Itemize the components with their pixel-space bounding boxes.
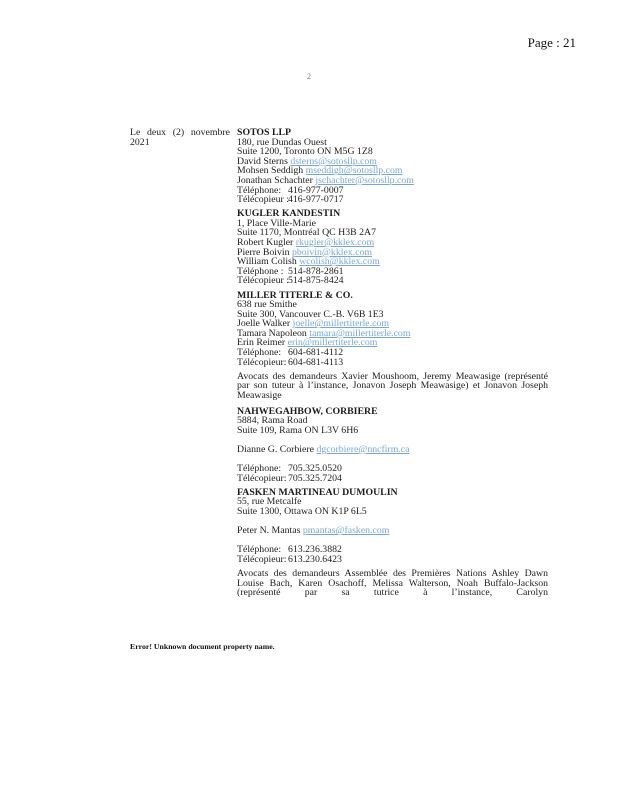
fax-number: 514-875-8424 bbox=[288, 275, 344, 287]
fax-row bbox=[237, 358, 548, 368]
phone-label: Téléphone: bbox=[237, 544, 282, 556]
firm-block bbox=[237, 291, 548, 368]
fax-row bbox=[237, 195, 548, 205]
contact-name: Jonathan Schachter bbox=[237, 174, 316, 186]
contact-line bbox=[237, 338, 548, 348]
contact-name: William Colish bbox=[237, 256, 300, 268]
contact-email-link[interactable]: pboivin@kklex.com bbox=[291, 246, 373, 258]
address-line: Suite 1200, Toronto ON M5G 1Z8 bbox=[237, 146, 373, 158]
fax-row bbox=[237, 474, 548, 484]
date-line-1: Le deux (2) novembre bbox=[130, 127, 230, 138]
address-line: Suite 109, Rama ON L3V 6H6 bbox=[237, 424, 359, 436]
contact-email-link[interactable]: dsterns@sotosllp.com bbox=[290, 155, 377, 167]
blank-line bbox=[237, 455, 548, 465]
contact-name: Dianne G. Corbiere bbox=[237, 443, 317, 455]
phone-number: 705.325.0520 bbox=[288, 463, 342, 475]
firm-block bbox=[237, 209, 548, 286]
phone-label: Téléphone: bbox=[237, 463, 282, 475]
contact-line bbox=[237, 257, 548, 267]
contact-name: Mohsen Seddigh bbox=[237, 165, 306, 177]
contact-line bbox=[237, 176, 548, 186]
address-line: 5884, Rama Road bbox=[237, 415, 308, 427]
phone-label: Téléphone: bbox=[237, 184, 282, 196]
contact-email-link[interactable]: jschachter@sotosllp.com bbox=[315, 174, 414, 186]
address-line: 638 rue Smithe bbox=[237, 299, 297, 311]
contact-email-link[interactable]: wcolish@kklex.com bbox=[299, 256, 380, 268]
fax-number: 613.230.6423 bbox=[288, 553, 342, 565]
firm-name: NAHWEGAHBOW, CORBIERE bbox=[237, 405, 378, 417]
firm-block bbox=[237, 407, 548, 484]
phone-number: 514-878-2861 bbox=[288, 265, 344, 277]
address-line: Suite 300, Vancouver C.-B. V6B 1E3 bbox=[237, 308, 384, 320]
contact-name: Robert Kugler bbox=[237, 237, 296, 249]
address-line: Suite 1170, Montréal QC H3B 2A7 bbox=[237, 227, 376, 239]
phone-label: Téléphone: bbox=[237, 347, 282, 359]
phone-number: 604-681-4112 bbox=[288, 347, 344, 359]
contact-line bbox=[237, 445, 548, 455]
contact-name: Tamara Napoleon bbox=[237, 327, 310, 339]
footer-error-text: Error! Unknown document property name. bbox=[130, 642, 275, 651]
fax-label: Télécopieur: bbox=[237, 472, 287, 484]
counsel-paragraph: Avocats des demandeurs Assemblée des Premières Nations Ashley Dawn Louise Bach, Karen Osachoff, Melissa Walterson, Noah Buffalo-Jackson (représenté par sa tutrice à l’instance, Carolyn bbox=[237, 568, 548, 599]
address-line: 55, rue Metcalfe bbox=[237, 496, 302, 508]
address-line: 1, Place Ville-Marie bbox=[237, 217, 316, 229]
contact-line bbox=[237, 526, 548, 536]
fax-number: 604-681-4113 bbox=[288, 356, 344, 368]
phone-number: 416-977-0007 bbox=[288, 184, 344, 196]
contact-email-link[interactable]: joelle@millertiterle.com bbox=[292, 318, 389, 330]
page-number-header: Page : 21 bbox=[527, 35, 576, 50]
counsel-paragraph: Avocats des demandeurs Xavier Moushoom, Jeremy Meawasige (représenté par son tuteur à l’instance, Jonavon Joseph Meawasige) et Jonavon Joseph Meawasige bbox=[237, 370, 548, 401]
date-line-2: 2021 bbox=[130, 136, 150, 148]
firm-name: KUGLER KANDESTIN bbox=[237, 208, 341, 220]
content-area bbox=[130, 128, 548, 604]
contact-email-link[interactable]: tamara@millertiterle.com bbox=[309, 327, 411, 339]
contact-name: Joelle Walker bbox=[237, 318, 293, 330]
firm-block bbox=[237, 128, 548, 205]
firm-name: MILLER TITERLE & CO. bbox=[237, 289, 353, 301]
fax-number: 705.325.7204 bbox=[288, 472, 342, 484]
firm-name: SOTOS LLP bbox=[237, 127, 291, 138]
fax-row bbox=[237, 276, 548, 286]
address-line: Suite 1300, Ottawa ON K1P 6L5 bbox=[237, 505, 367, 517]
firm-name: FASKEN MARTINEAU DUMOULIN bbox=[237, 486, 398, 498]
address-line: 180, rue Dundas Ouest bbox=[237, 136, 327, 148]
contact-name: David Sterns bbox=[237, 155, 291, 167]
phone-number: 613.236.3882 bbox=[288, 544, 342, 556]
fax-label: Télécopieur: bbox=[237, 356, 287, 368]
phone-label: Téléphone : bbox=[237, 265, 284, 277]
contact-name: Erin Reimer bbox=[237, 337, 288, 349]
contact-email-link[interactable]: mseddigh@sotosllp.com bbox=[305, 165, 403, 177]
blank-line bbox=[237, 536, 548, 546]
contact-email-link[interactable]: rkugler@kklex.com bbox=[295, 237, 375, 249]
firm-block bbox=[237, 488, 548, 565]
fax-row bbox=[237, 555, 548, 565]
fax-label: Télécopieur : bbox=[237, 275, 289, 287]
contact-name: Peter N. Mantas bbox=[237, 525, 303, 537]
fax-label: Télécopieur: bbox=[237, 553, 287, 565]
contact-name: Pierre Boivin bbox=[237, 246, 292, 258]
fax-label: Télécopieur : bbox=[237, 194, 289, 206]
fax-number: 416-977-0717 bbox=[288, 194, 344, 206]
firms-column bbox=[237, 128, 548, 604]
inner-page-number: 2 bbox=[307, 72, 311, 81]
contact-email-link[interactable]: dgcorbiere@nncfirm.ca bbox=[316, 443, 410, 455]
contact-email-link[interactable]: pmantas@fasken.com bbox=[302, 525, 390, 537]
date-column bbox=[130, 128, 230, 147]
contact-email-link[interactable]: erin@millertiterle.com bbox=[287, 337, 378, 349]
